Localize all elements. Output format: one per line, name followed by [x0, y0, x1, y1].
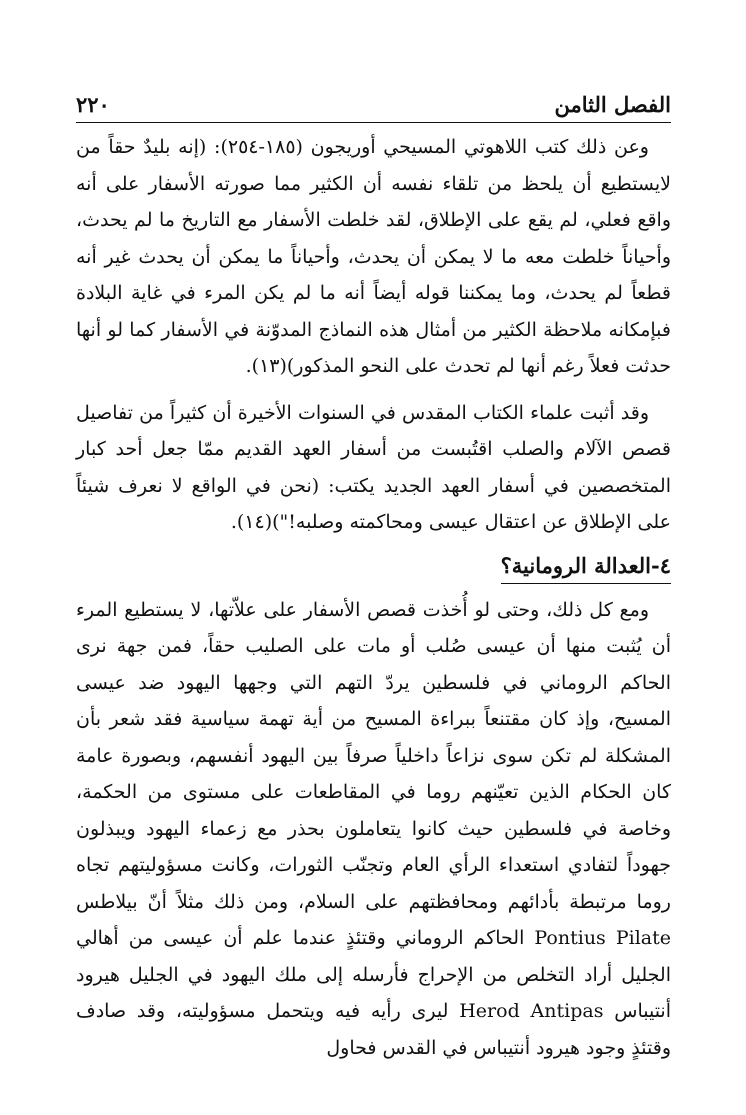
paragraph-origen-quote: وعن ذلك كتب اللاهوتي المسيحي أوريجون (١٨٥-٢٥٤): (إنه بليدٌ حقاً من لايستطيع أن يلحظ من تلقاء نفسه أن الكثير مما صورته الأسفار على أنه واقع فعلي، لم يقع على الإطلاق، لقد خلطت الأسفار مع التاريخ ما لم يحدث، وأحياناً خلطت معه ما لا يمكن أن يحدث، وأحياناً ما يمكن أن يحدث غير أنه قطعاً لم يحدث، وما يمكننا قوله أيضاً أنه ما لم يكن المرء في غاية البلادة فبإمكانه ملاحظة الكثير من أمثال هذه النماذج المدوّنة في الأسفار كما لو أنها حدثت فعلاً رغم أنها لم تحدث على النحو المذكور)(١٣).	[76, 136, 671, 377]
paragraph-biblical-scholars: وقد أثبت علماء الكتاب المقدس في السنوات الأخيرة أن كثيراً من تفاصيل قصص الآلام والصلب اقتُبست من أسفار العهد القديم ممّا جعل أحد كبار المتخصصين في أسفار العهد الجديد يكتب: (نحن في الواقع لا نعرف شيئاً على الإطلاق عن اعتقال عيسى ومحاكمته وصلبه!")(١٤).	[76, 401, 671, 533]
page-header	[76, 88, 671, 123]
chapter-title: الفصل الثامن	[554, 92, 671, 117]
section-heading: ٤-العدالة الرومانية؟	[501, 549, 671, 584]
page-number: ٢٢٠	[76, 92, 110, 117]
paragraph-roman-justice: ومع كل ذلك، وحتى لو أُخذت قصص الأسفار على علاّتها، لا يستطيع المرء أن يُثبت منها أن عيسى صُلب أو مات على الصليب حقاً، فمن جهة نرى الحاكم الروماني في فلسطين يردّ التهم التي وجهها اليهود ضد عيسى المسيح، وإذ كان مقتنعاً ببراءة المسيح من أية تهمة سياسية فقد شعر بأن المشكلة لم تكن سوى نزاعاً داخلياً صرفاً بين اليهود أنفسهم، وبصورة عامة كان الحكام الذين تعيّنهم روما في المقاطعات على مستوى من الحكمة، وخاصة في فلسطين حيث كانوا يتعاملون بحذر مع زعماء اليهود ويبذلون جهوداً لتفادي استعداء الرأي العام وتجنّب الثورات، وكانت مسؤوليتهم تجاه روما مرتبطة بأدائهم ومحافظتهم على السلام، ومن ذلك مثلاً أنّ بيلاطس Pontius Pilate الحاكم الروماني وقتئذٍ عندما علم أن عيسى من أهالي الجليل أراد التخلص من الإحراج فأرسله إلى ملك اليهود في الجليل هيرود أنتيباس Herod Antipas ليرى رأيه فيه ويتحمل مسؤوليته، وقد صادف وقتئذٍ وجود هيرود أنتيباس في القدس فحاول	[76, 598, 672, 1059]
book-page	[76, 88, 671, 1066]
section-heading-wrapper	[76, 541, 671, 584]
